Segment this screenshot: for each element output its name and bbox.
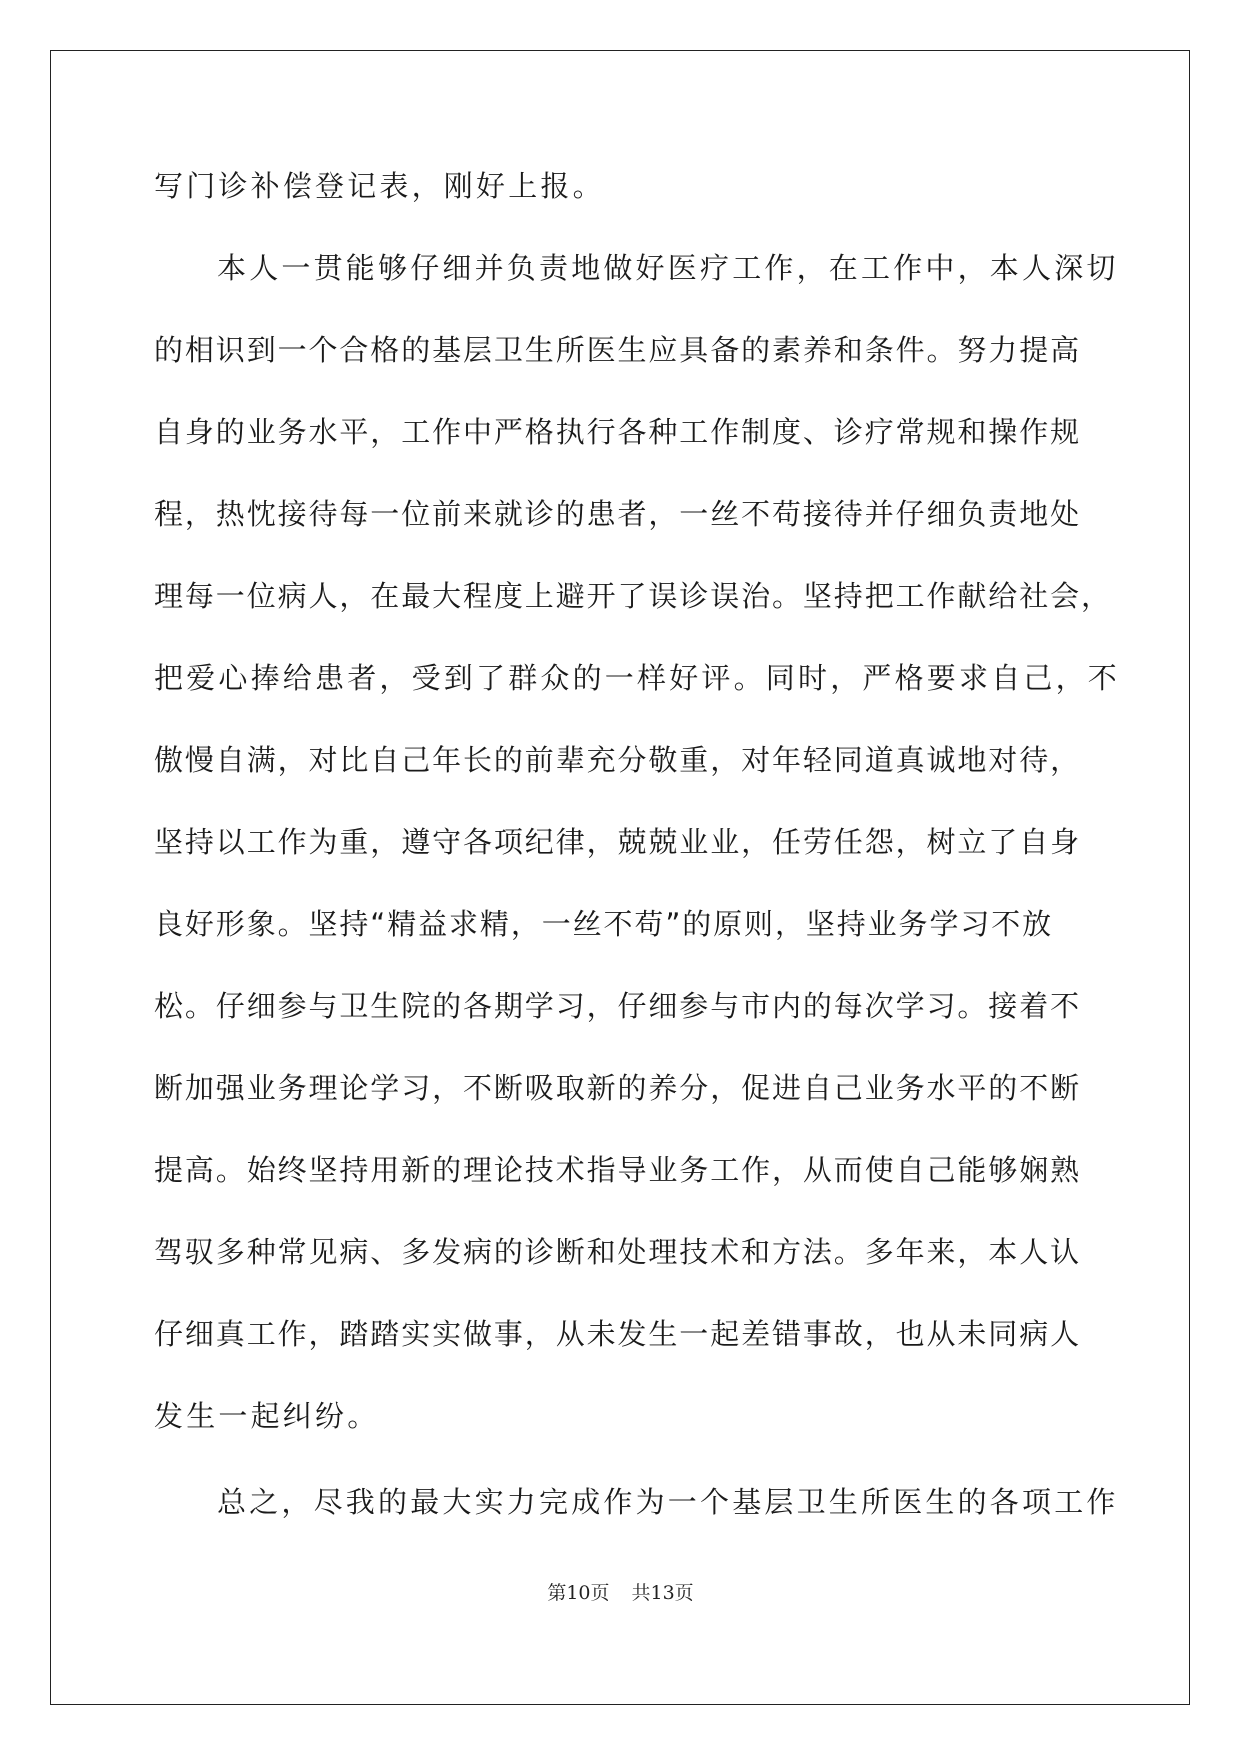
text-line: 发生一起纠纷。	[154, 1399, 380, 1433]
text-line: 坚持以工作为重，遵守各项纪律，兢兢业业，任劳任怨，树立了自身	[154, 825, 1082, 859]
text-line: 断加强业务理论学习，不断吸取新的养分，促进自己业务水平的不断	[154, 1071, 1082, 1105]
text-line: 傲慢自满，对比自己年长的前辈充分敬重，对年轻同道真诚地对待，	[154, 743, 1082, 777]
paragraph-start-line: 本人一贯能够仔细并负责地做好医疗工作，在工作中，本人深切	[217, 251, 1119, 285]
text-line: 程，热忱接待每一位前来就诊的患者，一丝不苟接待并仔细负责地处	[154, 497, 1082, 531]
paragraph-start-line: 总之，尽我的最大实力完成作为一个基层卫生所医生的各项工作	[217, 1485, 1119, 1519]
text-line: 驾驭多种常见病、多发病的诊断和处理技术和方法。多年来，本人认	[154, 1235, 1082, 1269]
total-pages: 共13页	[631, 1582, 694, 1604]
text-line: 自身的业务水平，工作中严格执行各种工作制度、诊疗常规和操作规	[154, 415, 1082, 449]
current-page-number: 第10页	[547, 1582, 610, 1604]
text-line: 的相识到一个合格的基层卫生所医生应具备的素养和条件。努力提高	[154, 333, 1082, 367]
text-line: 仔细真工作，踏踏实实做事，从未发生一起差错事故，也从未同病人	[154, 1317, 1082, 1351]
text-line: 松。仔细参与卫生院的各期学习，仔细参与市内的每次学习。接着不	[154, 989, 1082, 1023]
text-line: 良好形象。坚持“精益求精，一丝不苟”的原则，坚持业务学习不放	[154, 907, 1054, 941]
text-line: 理每一位病人，在最大程度上避开了误诊误治。坚持把工作献给社会，	[154, 579, 1112, 613]
document-body	[154, 166, 1121, 1564]
text-line: 提高。始终坚持用新的理论技术指导业务工作，从而使自己能够娴熟	[154, 1153, 1082, 1187]
text-line: 把爱心捧给患者，受到了群众的一样好评。同时，严格要求自己，不	[154, 661, 1121, 695]
text-line: 写门诊补偿登记表，刚好上报。	[154, 169, 605, 203]
page-footer	[0, 1578, 1241, 1605]
